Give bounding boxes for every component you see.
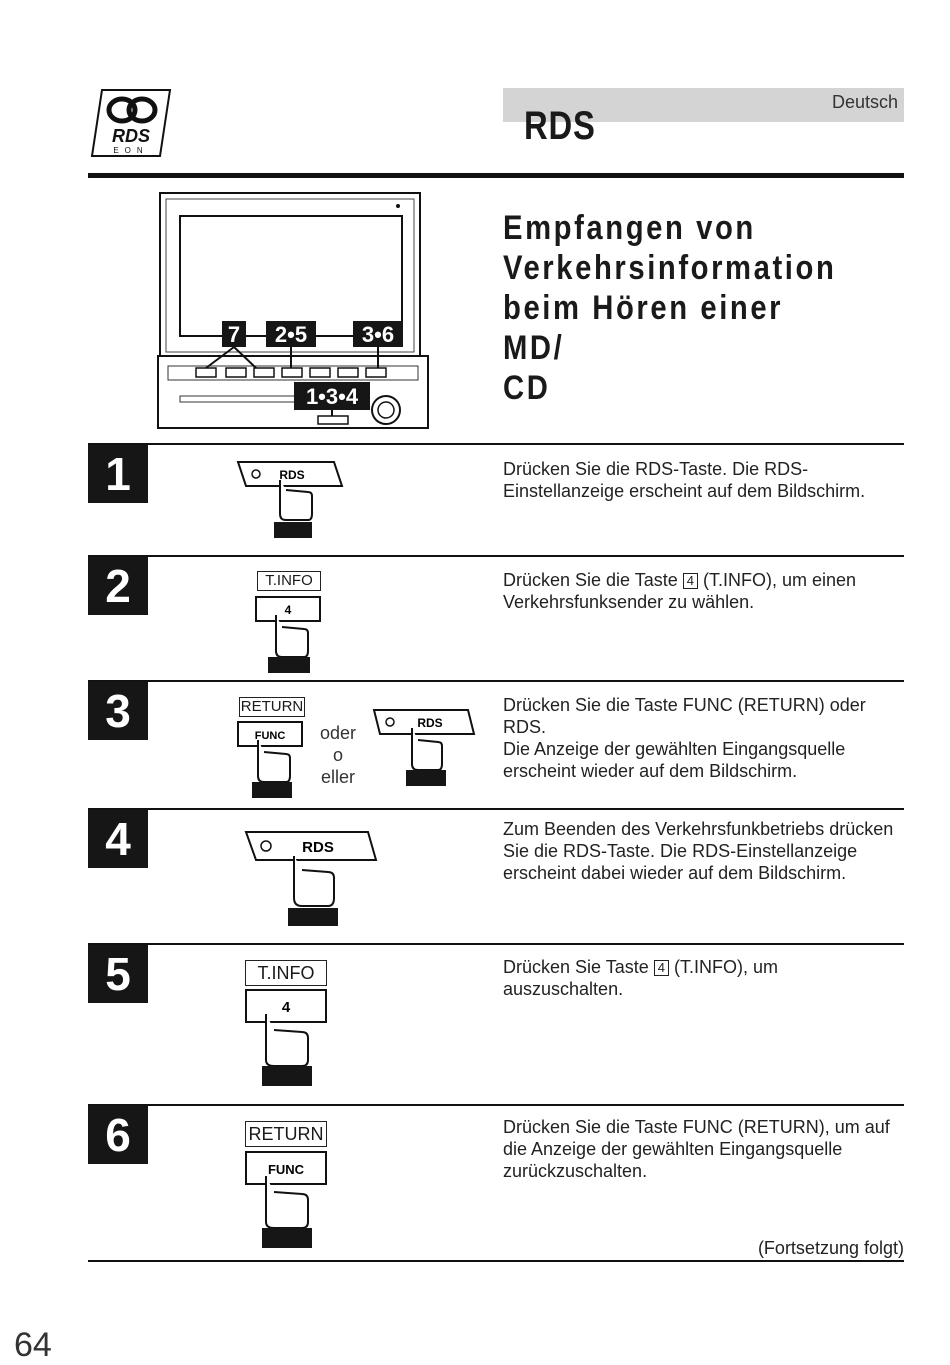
- preset-4-button-press-illustration: [244, 988, 330, 1088]
- step-number: 2: [88, 557, 148, 615]
- step-divider: [88, 1104, 904, 1106]
- svg-text:RDS: RDS: [302, 839, 334, 856]
- rds-button-press-illustration: [236, 460, 346, 542]
- rds-eon-logo: [90, 88, 172, 158]
- svg-text:FUNC: FUNC: [254, 730, 286, 742]
- svg-text:RDS: RDS: [417, 716, 443, 730]
- return-label: RETURN: [245, 1121, 327, 1147]
- svg-text:4: 4: [281, 999, 291, 1016]
- t-info-label: T.INFO: [245, 960, 327, 986]
- language-label: Deutsch: [831, 92, 898, 112]
- head-unit-illustration: [150, 188, 440, 438]
- t-info-label: T.INFO: [257, 571, 321, 591]
- step-divider: [88, 680, 904, 682]
- svg-text:RDS: RDS: [279, 468, 305, 482]
- header-rule: [88, 173, 904, 178]
- step-divider: [88, 555, 904, 557]
- page-number: 64: [14, 1326, 52, 1364]
- step-divider: [88, 443, 904, 445]
- step-number: 3: [88, 682, 148, 740]
- return-label: RETURN: [240, 698, 304, 715]
- callout-1-3-4: 1•3•4: [305, 384, 359, 409]
- func-button-press-illustration: [236, 720, 308, 800]
- bottom-rule: [88, 1260, 904, 1262]
- preset-4-button-press-illustration: [254, 595, 326, 675]
- key-4: 4: [683, 573, 698, 589]
- step-3-text: Drücken Sie die Taste FUNC (RETURN) oder RDS. Die Anzeige der gewählten Eingangsquelle erscheint wieder auf dem Bildschirm.: [503, 695, 866, 781]
- key-4: 4: [654, 960, 669, 976]
- step-6-text: Drücken Sie die Taste FUNC (RETURN), um auf die Anzeige der gewählten Eingangsquelle zurückzuschalten.: [503, 1117, 890, 1181]
- func-button-press-illustration: [244, 1150, 330, 1250]
- page-title: Empfangen von Verkehrsinformation beim Hören einer MD/ CD: [503, 209, 837, 407]
- step-number: 6: [88, 1106, 148, 1164]
- or-text: oder o eller: [319, 723, 357, 787]
- callout-3-6: 3•6: [361, 322, 395, 347]
- rds-button-press-illustration: [244, 830, 380, 930]
- step-5-text: Drücken Sie Taste 4 (T.INFO), um auszuschalten.: [503, 957, 779, 999]
- svg-text:FUNC: FUNC: [267, 1162, 305, 1177]
- svg-text:EON: EON: [113, 146, 149, 155]
- callout-2-5: 2•5: [274, 322, 308, 347]
- continued-note: (Fortsetzung folgt): [757, 1238, 904, 1258]
- step-1-text: Drücken Sie die RDS-Taste. Die RDS-Einstellanzeige erscheint auf dem Bildschirm.: [503, 459, 866, 501]
- svg-text:4: 4: [284, 603, 292, 617]
- step-4-text: Zum Beenden des Verkehrsfunkbetriebs drücken Sie die RDS-Taste. Die RDS-Einstellanzeige erscheint dabei wieder auf dem Bildschirm.: [503, 819, 894, 883]
- svg-text:RDS: RDS: [111, 126, 151, 146]
- step-divider: [88, 943, 904, 945]
- step-number: 4: [88, 810, 148, 868]
- step-2-text: Drücken Sie die Taste 4 (T.INFO), um einen Verkehrsfunksender zu wählen.: [503, 570, 857, 612]
- rds-button-press-illustration: [372, 708, 478, 788]
- step-divider: [88, 808, 904, 810]
- step-number: 1: [88, 445, 148, 503]
- step-number: 5: [88, 945, 148, 1003]
- section-title: RDS: [524, 104, 596, 148]
- callout-7: 7: [227, 322, 241, 347]
